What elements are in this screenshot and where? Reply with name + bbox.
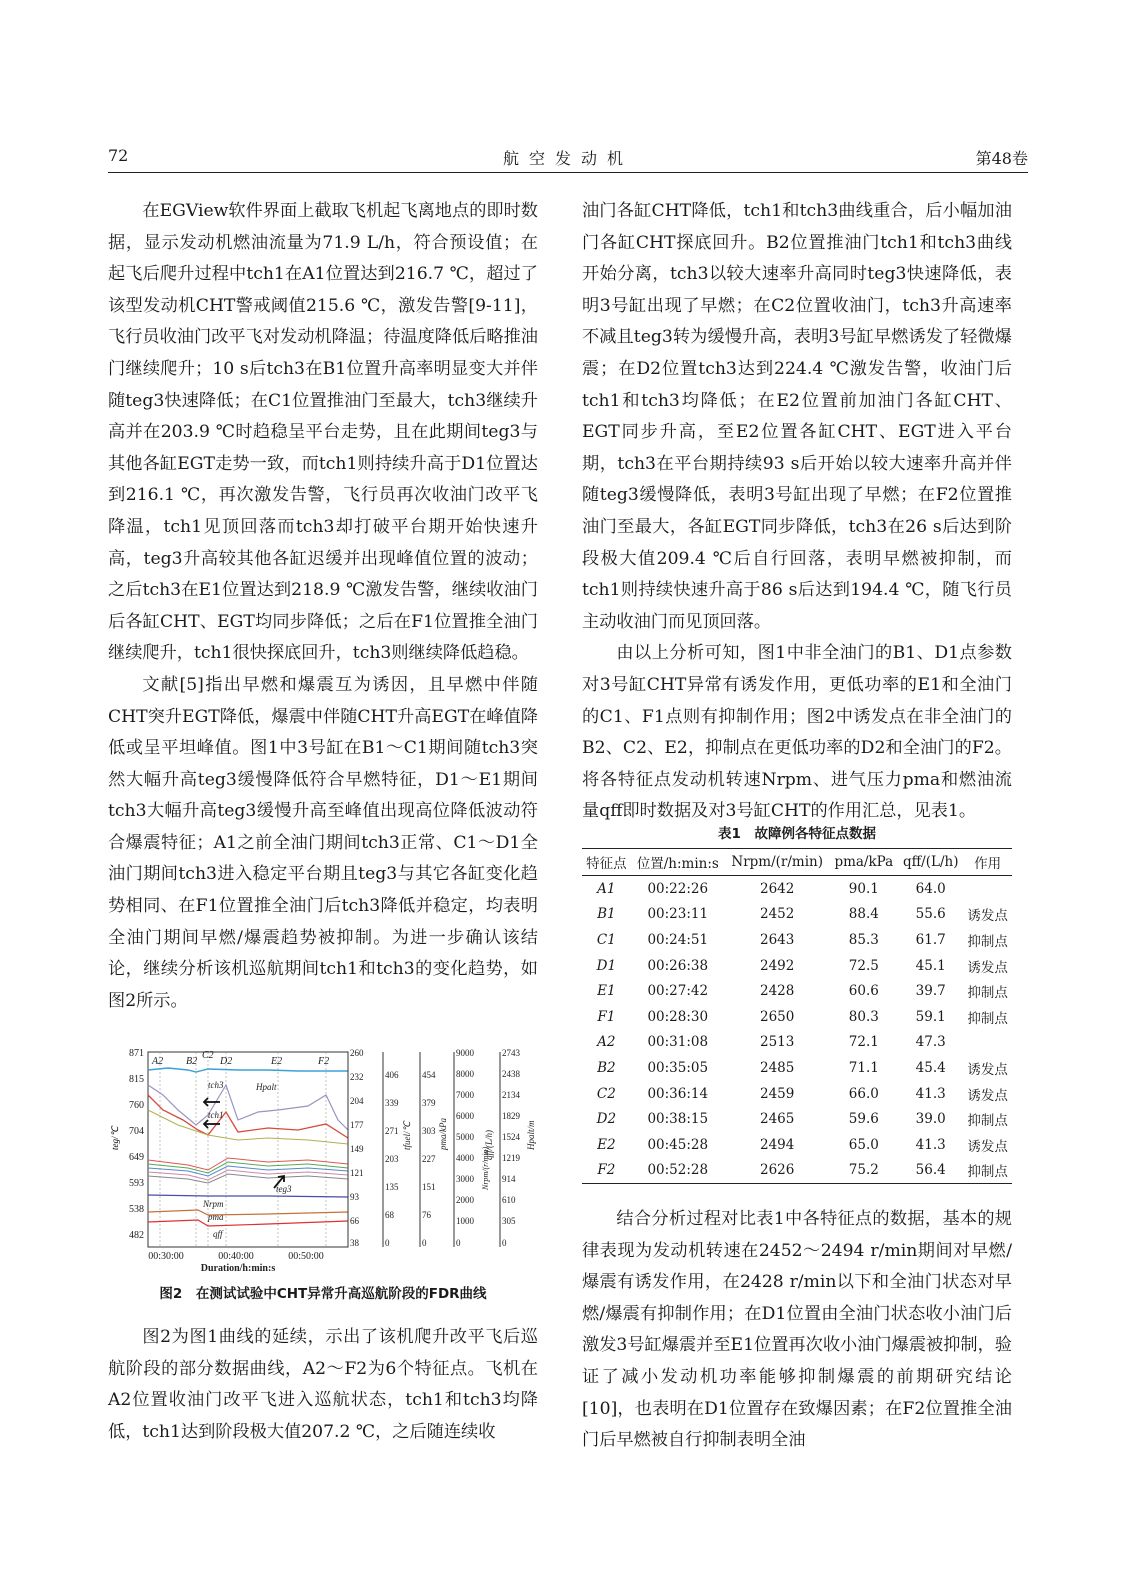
svg-text:305: 305 — [502, 1216, 516, 1226]
table-row — [582, 1004, 1012, 1030]
svg-text:454: 454 — [422, 1070, 436, 1080]
table-cell: A1 — [597, 880, 616, 897]
svg-text:93: 93 — [350, 1192, 359, 1202]
table-cell: 2626 — [725, 1158, 830, 1184]
table-cell: B2 — [597, 1059, 616, 1076]
table-cell: 66.0 — [848, 1085, 879, 1102]
table-cell: 00:28:30 — [647, 1008, 709, 1025]
table-cell: 抑制点 — [967, 1010, 1008, 1027]
table-row — [582, 876, 1012, 902]
table-cell: 00:38:15 — [647, 1111, 709, 1128]
table-cell: 2643 — [760, 931, 795, 948]
svg-text:871: 871 — [129, 1048, 144, 1059]
table-cell: 60.6 — [848, 983, 879, 1000]
feature-point-table — [582, 848, 1012, 1184]
svg-text:271: 271 — [385, 1126, 399, 1136]
svg-text:2438: 2438 — [502, 1069, 520, 1079]
table-row — [582, 902, 1012, 928]
svg-text:qff/(L/h): qff/(L/h) — [484, 1129, 494, 1160]
table-cell: 47.3 — [915, 1034, 946, 1051]
journal-title: 航空发动机 — [502, 149, 633, 168]
table-cell: 诱发点 — [967, 959, 1008, 976]
svg-text:2000: 2000 — [456, 1195, 474, 1205]
svg-text:00:40:00: 00:40:00 — [218, 1251, 254, 1262]
table-cell: E2 — [597, 1136, 616, 1153]
table-row — [582, 1055, 1012, 1081]
table-cell: 65.0 — [848, 1136, 879, 1153]
table-cell: 39.0 — [915, 1111, 946, 1128]
table-cell: C1 — [596, 931, 616, 948]
point-label: E2 — [271, 1056, 283, 1067]
svg-text:76: 76 — [422, 1210, 431, 1220]
svg-text:tfuel/℃: tfuel/℃ — [402, 1121, 412, 1150]
table-cell: 2642 — [760, 880, 795, 897]
curve-tch3 — [148, 1085, 348, 1130]
table-cell: 41.3 — [915, 1136, 946, 1153]
table-row — [582, 1158, 1012, 1184]
table-header: 特征点 — [582, 849, 631, 876]
svg-text:339: 339 — [385, 1098, 399, 1108]
table-cell: 00:27:42 — [647, 983, 709, 1000]
svg-text:227: 227 — [422, 1154, 436, 1164]
table-cell: 56.4 — [898, 1158, 963, 1184]
table-cell: 00:45:28 — [647, 1136, 709, 1153]
table-cell: 诱发点 — [967, 1138, 1008, 1155]
svg-text:5000: 5000 — [456, 1132, 474, 1142]
svg-text:704: 704 — [129, 1126, 144, 1137]
svg-text:0: 0 — [456, 1238, 461, 1248]
table-cell: 64.0 — [915, 880, 946, 897]
svg-text:610: 610 — [502, 1195, 516, 1205]
table-cell: E1 — [597, 983, 616, 1000]
table-cell: 90.1 — [848, 880, 879, 897]
svg-text:760: 760 — [129, 1100, 144, 1111]
paragraph: 由以上分析可知，图1中非全油门的B1、D1点参数对3号缸CHT异常有诱发作用，更低功率的E1和全油门的C1、F1点则有抑制作用；图2中诱发点在非全油门的B2、C2、E2，抑制点在更低功率的D2和全油门的F2。将各特征点发动机转速Nrpm、进气压力pma和燃油流量qff即时数据及对3号缸CHT的作用汇总，见表1。 — [582, 643, 1012, 822]
table-cell: 2492 — [760, 957, 795, 974]
svg-text:00:30:00: 00:30:00 — [148, 1251, 184, 1262]
table-cell: D2 — [596, 1111, 617, 1128]
table-cell: A2 — [597, 1034, 616, 1051]
table-cell: 00:52:28 — [631, 1158, 725, 1184]
table-cell: 59.1 — [915, 1008, 946, 1025]
table-cell: B1 — [597, 906, 616, 923]
svg-text:2134: 2134 — [502, 1090, 520, 1100]
right-column-bottom — [582, 1204, 1012, 1457]
table-cell: 诱发点 — [967, 1061, 1008, 1078]
x-axis-label: Duration/h:min:s — [200, 1263, 276, 1274]
page-number: 72 — [108, 146, 129, 165]
svg-text:1219: 1219 — [502, 1153, 520, 1163]
table-cell: 75.2 — [829, 1158, 898, 1184]
table-cell: 71.1 — [848, 1059, 879, 1076]
table-cell: 2452 — [760, 906, 795, 923]
point-label: F2 — [318, 1056, 330, 1067]
table-cell: 45.1 — [915, 957, 946, 974]
table-cell: 39.7 — [915, 983, 946, 1000]
svg-text:teg3: teg3 — [276, 1184, 292, 1194]
table-cell: 00:35:05 — [647, 1059, 709, 1076]
table-cell: 2485 — [760, 1059, 795, 1076]
svg-text:260: 260 — [350, 1048, 364, 1058]
table-cell: 72.1 — [848, 1034, 879, 1051]
table-row — [582, 1106, 1012, 1132]
table-cell: F1 — [597, 1008, 616, 1025]
svg-text:593: 593 — [129, 1178, 144, 1189]
svg-text:4000: 4000 — [456, 1153, 474, 1163]
svg-text:tch3: tch3 — [208, 1080, 224, 1090]
svg-text:tch1: tch1 — [208, 1110, 224, 1120]
table-caption: 表1 故障例各特征点数据 — [718, 826, 876, 842]
table-cell: 61.7 — [915, 931, 946, 948]
table-row — [582, 1030, 1012, 1056]
svg-text:3000: 3000 — [456, 1174, 474, 1184]
table-header: Nrpm/(r/min) — [725, 849, 830, 876]
table-cell: D1 — [596, 957, 617, 974]
figure-caption: 图2 在测试试验中CHT异常升高巡航阶段的FDR曲线 — [159, 1286, 487, 1302]
point-label: D2 — [220, 1056, 233, 1067]
paragraph: 油门各缸CHT降低，tch1和tch3曲线重合，后小幅加油门各缸CHT探底回升。B2位置推油门tch1和tch3曲线开始分离，tch3以较大速率升高同时teg3快速降低，表明3号缸出现了早燃；在C2位置收油门，tch3升高速率不减且teg3转为缓慢升高，表明3号缸早燃诱发了轻微爆震；在D2位置tch3达到224.4 ℃激发告警，收油门后tch1和tch3均降低；在E2位置前加油门各缸CHT、EGT同步升高，至E2位置各缸CHT、EGT进入平台期，tch3在平台期持续93 s后开始以较大速率升高并伴随teg3缓慢降低，表明3号缸出现了早燃；在F2位置推油门至最大，各缸EGT同步降低，tch3在26 s后达到阶段极大值209.4 ℃后自行回落，表明早燃被抑制，而tch1则持续快速升高于86 s后达到194.4 ℃，随飞行员主动收油门而见顶回落。 — [582, 201, 1012, 632]
table-cell: 2459 — [760, 1085, 795, 1102]
svg-text:Hpalt: Hpalt — [256, 1082, 277, 1092]
svg-text:149: 149 — [350, 1144, 364, 1154]
svg-text:232: 232 — [350, 1072, 364, 1082]
svg-text:177: 177 — [350, 1120, 364, 1130]
svg-text:135: 135 — [385, 1182, 399, 1192]
table-cell: 80.3 — [848, 1008, 879, 1025]
volume-label: 第48卷 — [975, 149, 1028, 168]
plot-frame — [148, 1052, 348, 1247]
curve-pma — [148, 1210, 348, 1215]
svg-text:379: 379 — [422, 1098, 436, 1108]
table-row — [582, 1132, 1012, 1158]
table-row — [582, 927, 1012, 953]
svg-text:68: 68 — [385, 1210, 394, 1220]
svg-text:482: 482 — [129, 1230, 144, 1241]
svg-text:0: 0 — [502, 1238, 507, 1248]
table-cell — [963, 1030, 1012, 1056]
table-cell: C2 — [596, 1085, 616, 1102]
right-column — [582, 196, 1012, 828]
svg-text:qff: qff — [213, 1229, 223, 1239]
svg-text:121: 121 — [350, 1168, 364, 1178]
svg-text:303: 303 — [422, 1126, 436, 1136]
table-cell: 55.6 — [915, 906, 946, 923]
table-cell: 抑制点 — [967, 933, 1008, 950]
table-cell: 41.3 — [915, 1085, 946, 1102]
table-cell: 诱发点 — [967, 908, 1008, 925]
curve-hpalt — [148, 1068, 348, 1072]
table-cell: 59.6 — [848, 1111, 879, 1128]
table-cell: 抑制点 — [967, 985, 1008, 1002]
table-cell: 72.5 — [848, 957, 879, 974]
svg-text:815: 815 — [129, 1074, 144, 1085]
paragraph: 在EGView软件界面上截取飞机起飞离地点的即时数据，显示发动机燃油流量为71.9 L/h，符合预设值；在起飞后爬升过程中tch1在A1位置达到216.7 ℃，超过了该型发动机CHT警戒阈值215.6 ℃，激发告警[9-11]，飞行员收油门改平飞对发动机降温；待温度降低后略推油门继续爬升；10 s后tch3在B1位置升高率明显变大并伴随teg3快速降低；在C1位置推油门至最大，tch3继续升高并在203.9 ℃时趋稳呈平台走势，且在此期间teg3与其他各缸EGT走势一致，而tch1则持续升高于D1位置达到216.1 ℃，再次激发告警，飞行员再次收油门改平飞降温，tch1见顶回落而tch3却打破平台期开始快速升高，teg3升高较其他各缸迟缓并出现峰值位置的波动；之后tch3在E1位置达到218.9 ℃激发告警，继续收油门后各缸CHT、EGT均同步降低；之后在F1位置推全油门继续爬升，tch1很快探底回升，tch3则继续降低趋稳。 — [108, 201, 538, 664]
paragraph: 文献[5]指出早燃和爆震互为诱因，且早燃中伴随CHT突升EGT降低，爆震中伴随CHT升高EGT在峰值降低或呈平坦峰值。图1中3号缸在B1～C1期间随tch3突然大幅升高teg3缓慢降低符合早燃特征，D1～E1期间tch3大幅升高teg3缓慢升高至峰值出现高位降低波动符合爆震特征；A1之前全油门期间tch3正常、C1～D1全油门期间tch3进入稳定平台期且teg3与其它各缸变化趋势相同、在F1位置推全油门后tch3降低并稳定，均表明全油门期间早燃/爆震趋势被抑制。为进一步确认该结论，继续分析该机巡航期间tch1和tch3的变化趋势，如图2所示。 — [108, 674, 538, 1011]
table-cell: 2494 — [760, 1136, 795, 1153]
svg-text:7000: 7000 — [456, 1090, 474, 1100]
table-cell: 85.3 — [848, 931, 879, 948]
svg-text:406: 406 — [385, 1070, 399, 1080]
svg-text:649: 649 — [129, 1152, 144, 1163]
table-row — [582, 1081, 1012, 1107]
svg-text:914: 914 — [502, 1174, 516, 1184]
svg-text:00:50:00: 00:50:00 — [288, 1251, 324, 1262]
curve-nrpm — [148, 1195, 348, 1197]
table-cell: 00:22:26 — [647, 880, 709, 897]
table-cell: 00:36:14 — [647, 1085, 709, 1102]
svg-text:203: 203 — [385, 1154, 399, 1164]
table-cell: 00:26:38 — [647, 957, 709, 974]
point-label: B2 — [186, 1056, 198, 1067]
table-cell: 00:23:11 — [647, 906, 709, 923]
left-column-bottom — [108, 1322, 538, 1448]
fdr-curve-figure — [108, 1040, 538, 1290]
svg-text:0: 0 — [422, 1238, 427, 1248]
svg-text:6000: 6000 — [456, 1111, 474, 1121]
svg-text:8000: 8000 — [456, 1069, 474, 1079]
table-cell: 2465 — [760, 1111, 795, 1128]
table-cell: 00:31:08 — [647, 1034, 709, 1051]
svg-text:Nrpm: Nrpm — [203, 1199, 224, 1209]
svg-text:Hpalt/m: Hpalt/m — [526, 1120, 536, 1150]
table-cell: 00:24:51 — [647, 931, 709, 948]
svg-text:151: 151 — [422, 1182, 436, 1192]
point-label: A2 — [152, 1056, 164, 1067]
table-cell: 2513 — [760, 1034, 795, 1051]
curve-qff — [148, 1220, 348, 1226]
table-cell: 诱发点 — [967, 1087, 1008, 1104]
table-cell: 抑制点 — [963, 1158, 1012, 1184]
running-header — [108, 146, 1028, 173]
table-header: 位置/h:min:s — [631, 849, 725, 876]
table-cell — [963, 876, 1012, 902]
svg-text:2743: 2743 — [502, 1048, 520, 1058]
table-cell: 2428 — [760, 983, 795, 1000]
svg-text:204: 204 — [350, 1096, 364, 1106]
paragraph: 图2为图1曲线的延续，示出了该机爬升改平飞后巡航阶段的部分数据曲线，A2～F2为6个特征点。飞机在A2位置收油门改平飞进入巡航状态，tch1和tch3均降低，tch1达到阶段极大值207.2 ℃，之后随连续收 — [108, 1327, 538, 1442]
svg-text:538: 538 — [129, 1204, 144, 1215]
table-header: pma/kPa — [829, 849, 898, 876]
table-cell: 2650 — [760, 1008, 795, 1025]
svg-text:1000: 1000 — [456, 1216, 474, 1226]
axis-label-teg: teg/℃ — [110, 1126, 120, 1150]
svg-text:Nrpm/(r/min): Nrpm/(r/min) — [481, 1146, 490, 1190]
point-label: C2 — [202, 1050, 214, 1061]
left-column — [108, 196, 538, 1017]
table-cell: 45.4 — [915, 1059, 946, 1076]
svg-text:38: 38 — [350, 1238, 359, 1248]
table-header: 作用 — [963, 849, 1012, 876]
svg-text:9000: 9000 — [456, 1048, 474, 1058]
svg-text:66: 66 — [350, 1216, 359, 1226]
svg-text:0: 0 — [385, 1238, 390, 1248]
svg-text:pma: pma — [208, 1212, 224, 1222]
svg-text:pma/kPa: pma/kPa — [438, 1118, 448, 1150]
table-row — [582, 953, 1012, 979]
table-cell: 抑制点 — [967, 1113, 1008, 1130]
table-cell: 88.4 — [848, 906, 879, 923]
svg-text:1829: 1829 — [502, 1111, 520, 1121]
table-cell: F2 — [582, 1158, 631, 1184]
table-header: qff/(L/h) — [898, 849, 963, 876]
paragraph: 结合分析过程对比表1中各特征点的数据，基本的规律表现为发动机转速在2452～2494 r/min期间对早燃/爆震有诱发作用，在2428 r/min以下和全油门状态对早燃/爆震有抑制作用；在D1位置由全油门状态收小油门后激发3号缸爆震并至E1位置再次收小油门爆震被抑制，验证了减小发动机功率能够抑制爆震的前期研究结论[10]，也表明在D1位置存在致爆因素；在F2位置推全油门后早燃被自行抑制表明全油 — [582, 1209, 1012, 1451]
table-row — [582, 978, 1012, 1004]
svg-text:1524: 1524 — [502, 1132, 520, 1142]
